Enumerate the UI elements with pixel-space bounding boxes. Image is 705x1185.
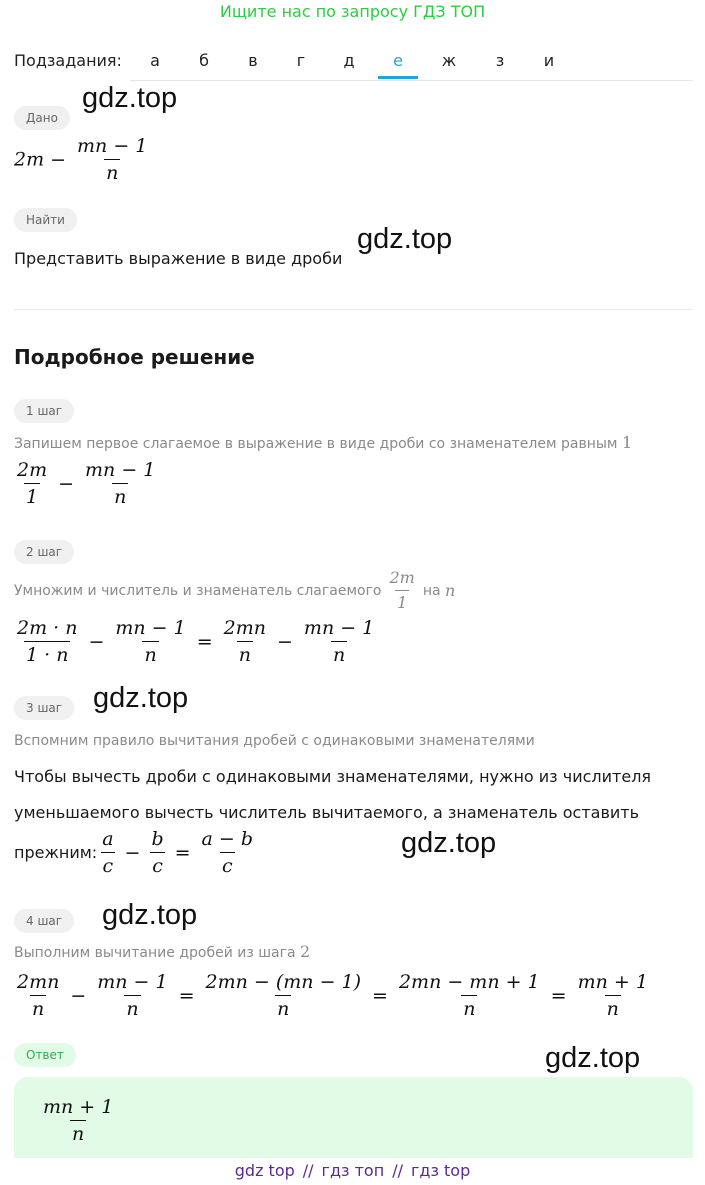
- rule-line-1: Чтобы вычесть дроби с одинаковыми знаменателями, нужно из числителя: [14, 767, 652, 786]
- step-2-expression: $\frac{2m \cdot n}{1 \cdot n}$ − $\frac{mn - 1}{n}$ = $\frac{2mn}{n}$ − $\frac{mn - 1}{n}$: [17, 617, 375, 666]
- step-3-pill: 3 шаг: [14, 696, 74, 720]
- find-pill: Найти: [14, 208, 77, 232]
- section-divider: [14, 309, 693, 310]
- step-1-expression: $\frac{2m}{1}$ − $\frac{mn - 1}{n}$: [17, 459, 156, 508]
- footer-link[interactable]: гдз top: [410, 1161, 471, 1180]
- tab-a[interactable]: а: [150, 51, 160, 70]
- tab-i[interactable]: и: [543, 51, 555, 70]
- footer-link[interactable]: gdz top: [234, 1161, 295, 1180]
- given-pill: Дано: [14, 106, 70, 130]
- fraction: $\frac{mn - 1}{n}$: [85, 459, 156, 508]
- step-4-text: Выполним вычитание дробей из шага 2: [14, 942, 311, 961]
- step-4-pill: 4 шаг: [14, 909, 74, 933]
- step-2-pill: 2 шаг: [14, 540, 74, 564]
- watermark: gdz.top: [93, 682, 189, 714]
- fraction-numerator: mn − 1: [77, 135, 148, 157]
- tab-g[interactable]: г: [296, 51, 306, 70]
- step-3-text: Вспомним правило вычитания дробей с одинаковыми знаменателями: [14, 733, 535, 749]
- rule-line-3: прежним: $\frac{a}{c}$ − $\frac{b}{c}$ = $\frac{a - b}{c}$: [14, 828, 254, 877]
- step-1-text: Запишем первое слагаемое в выражение в виде дроби со знаменателем равным 1: [14, 433, 633, 452]
- tab-b[interactable]: б: [199, 51, 209, 70]
- step-1-pill: 1 шаг: [14, 399, 74, 423]
- footer-separator: //: [302, 1161, 314, 1180]
- rule-line-2: уменьшаемого вычесть числитель вычитаемого, а знаменатель оставить: [14, 803, 640, 822]
- solution-title: Подробное решение: [14, 345, 255, 369]
- given-term: 2m: [14, 148, 45, 171]
- answer-expression: $\frac{mn + 1}{n}$: [43, 1096, 114, 1145]
- answer-pill: Ответ: [14, 1043, 76, 1067]
- minus-sign: −: [50, 148, 67, 171]
- step-2-text: Умножим и числитель и знаменатель слагаемого $\frac{2m}{1}$ на n: [14, 568, 456, 612]
- watermark: gdz.top: [102, 899, 198, 931]
- fraction-denominator: n: [104, 159, 120, 184]
- footer-separator: //: [392, 1161, 403, 1180]
- tab-e[interactable]: е: [393, 51, 403, 70]
- subtasks-label: Подзадания:: [14, 51, 122, 70]
- watermark: gdz.top: [401, 827, 497, 859]
- tab-z[interactable]: з: [495, 51, 505, 70]
- watermark: gdz.top: [82, 82, 178, 114]
- fraction: $\frac{2m}{1}$: [17, 459, 48, 508]
- footer-link[interactable]: гдз топ: [321, 1161, 385, 1180]
- given-expression: [14, 135, 152, 184]
- active-tab-indicator: [378, 76, 418, 79]
- given-fraction: [75, 135, 149, 184]
- tab-v[interactable]: в: [248, 51, 258, 70]
- tab-d[interactable]: д: [343, 51, 355, 70]
- top-banner: Ищите нас по запросу ГДЗ ТОП: [219, 2, 486, 21]
- watermark: gdz.top: [545, 1042, 641, 1074]
- watermark: gdz.top: [357, 223, 453, 255]
- step-4-expression: $\frac{2mn}{n}$ − $\frac{mn - 1}{n}$ = $\frac{2mn - (mn - 1)}{n}$ = $\frac{2mn - mn + 1}{n}$ = $\frac{mn + 1}{n}$: [17, 971, 648, 1020]
- tab-zh[interactable]: ж: [441, 51, 457, 70]
- footer-links: [0, 1160, 705, 1182]
- subtask-tabs: [130, 44, 693, 81]
- find-text: Представить выражение в виде дроби: [14, 249, 343, 268]
